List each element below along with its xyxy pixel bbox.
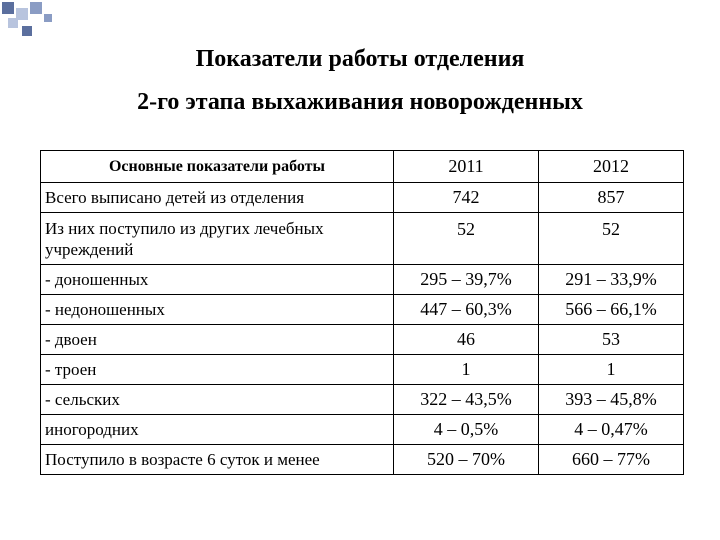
deco-square: [30, 2, 42, 14]
value-2011: 322 – 43,5%: [394, 385, 539, 415]
deco-square: [8, 18, 18, 28]
value-2011: 742: [394, 183, 539, 213]
value-2011: 4 – 0,5%: [394, 415, 539, 445]
value-2011: 46: [394, 325, 539, 355]
table-header-row: [41, 151, 684, 183]
row-label: - недоношенных: [41, 295, 394, 325]
value-2012: 53: [539, 325, 684, 355]
title-line-2: 2-го этапа выхаживания новорожденных: [137, 89, 583, 115]
title-line-1: Показатели работы отделения: [195, 46, 525, 72]
table-row: [41, 295, 684, 325]
page-title: [0, 38, 720, 124]
value-2012: 857: [539, 183, 684, 213]
deco-square: [44, 14, 52, 22]
value-2012: 4 – 0,47%: [539, 415, 684, 445]
value-2012: 393 – 45,8%: [539, 385, 684, 415]
row-label: Поступило в возрасте 6 суток и менее: [41, 445, 394, 475]
value-2012: 660 – 77%: [539, 445, 684, 475]
table-row: [41, 415, 684, 445]
table-row: [41, 265, 684, 295]
value-2011: 447 – 60,3%: [394, 295, 539, 325]
column-header-indicators: Основные показатели работы: [41, 151, 394, 183]
value-2012: 52: [539, 213, 684, 265]
value-2011: 1: [394, 355, 539, 385]
deco-square: [2, 2, 14, 14]
value-2011: 520 – 70%: [394, 445, 539, 475]
table-row: [41, 355, 684, 385]
deco-square: [22, 26, 32, 36]
row-label: - доношенных: [41, 265, 394, 295]
value-2011: 295 – 39,7%: [394, 265, 539, 295]
row-label: Всего выписано детей из отделения: [41, 183, 394, 213]
column-header-2012: 2012: [539, 151, 684, 183]
row-label: иногородних: [41, 415, 394, 445]
value-2012: 291 – 33,9%: [539, 265, 684, 295]
table-row: [41, 445, 684, 475]
value-2012: 1: [539, 355, 684, 385]
row-label: - двоен: [41, 325, 394, 355]
row-label: Из них поступило из других лечебных учреждений: [41, 213, 394, 265]
value-2012: 566 – 66,1%: [539, 295, 684, 325]
value-2011: 52: [394, 213, 539, 265]
column-header-2011: 2011: [394, 151, 539, 183]
row-label: - троен: [41, 355, 394, 385]
table-row: [41, 213, 684, 265]
table-row: [41, 183, 684, 213]
table-row: [41, 325, 684, 355]
row-label: - сельских: [41, 385, 394, 415]
statistics-table: [40, 150, 684, 475]
table-row: [41, 385, 684, 415]
